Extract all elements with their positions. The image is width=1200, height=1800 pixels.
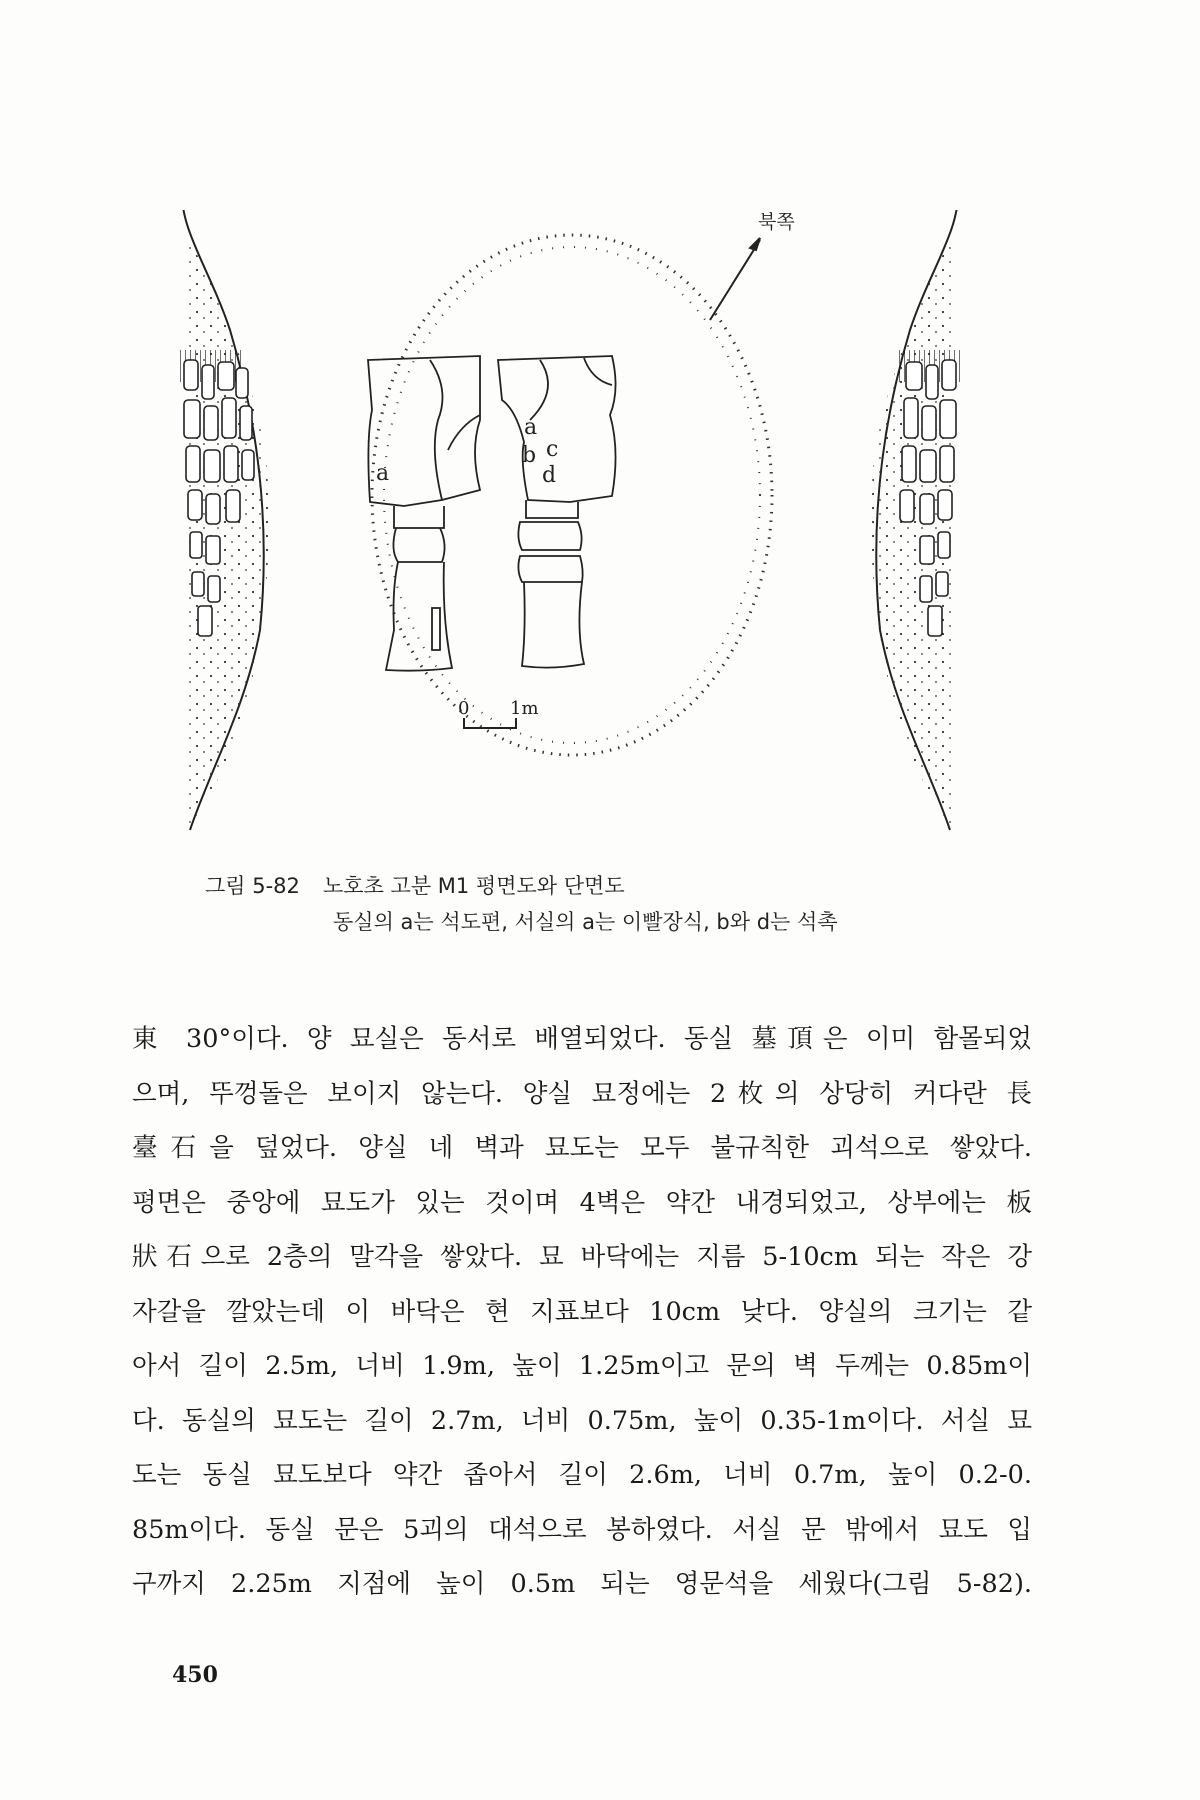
figure-caption bbox=[205, 868, 965, 940]
west-section-drawing bbox=[180, 210, 269, 830]
caption-number: 그림 5-82 bbox=[205, 874, 300, 898]
north-arrow-icon bbox=[710, 238, 760, 320]
west-chamber bbox=[368, 356, 480, 671]
scale-unit-label: 1m bbox=[510, 698, 539, 719]
scale-bar bbox=[464, 718, 516, 728]
body-line: 도는 동실 묘도보다 약간 좁아서 길이 2.6m, 너비 0.7m, 높이 0.2-0. bbox=[132, 1460, 1032, 1490]
body-line: 臺石을 덮었다. 양실 네 벽과 묘도는 모두 불규칙한 괴석으로 쌓았다. bbox=[132, 1133, 1032, 1163]
body-paragraph bbox=[132, 1012, 1032, 1612]
north-label: 북쪽 bbox=[758, 211, 795, 233]
east-section-drawing bbox=[871, 210, 960, 830]
east-chamber-label-a: a bbox=[376, 461, 390, 486]
body-line: 아서 길이 2.5m, 너비 1.9m, 높이 1.25m이고 문의 벽 두께는 0.85m이 bbox=[132, 1351, 1032, 1381]
caption-title: 노호초 고분 M1 평면도와 단면도 bbox=[323, 874, 625, 898]
body-line: 으며, 뚜껑돌은 보이지 않는다. 양실 묘정에는 2枚의 상당히 커다란 長 bbox=[132, 1078, 1032, 1109]
caption-note: 동실의 a는 석도편, 서실의 a는 이빨장식, b와 d는 석촉 bbox=[333, 910, 838, 934]
caption-line-1 bbox=[205, 868, 965, 904]
body-line: 구까지 2.25m 지점에 높이 0.5m 되는 영문석을 세웠다(그림 5-82). bbox=[132, 1569, 1032, 1599]
tomb-plan-figure bbox=[180, 210, 960, 850]
body-line: 다. 동실의 묘도는 길이 2.7m, 너비 0.75m, 높이 0.35-1m이다. 서실 묘 bbox=[132, 1405, 1032, 1436]
body-line: 85m이다. 동실 문은 5괴의 대석으로 봉하였다. 서실 문 밖에서 묘도 입 bbox=[132, 1514, 1032, 1545]
body-line: 狀石으로 2층의 말각을 쌓았다. 묘 바닥에는 지름 5-10cm 되는 작은 강 bbox=[132, 1242, 1032, 1272]
page-number: 450 bbox=[172, 1662, 218, 1688]
scale-zero-label: 0 bbox=[458, 698, 470, 719]
body-line: 자갈을 깔았는데 이 바닥은 현 지표보다 10cm 낮다. 양실의 크기는 같 bbox=[132, 1296, 1032, 1327]
body-line: 東 30°이다. 양 묘실은 동서로 배열되었다. 동실 墓頂은 이미 함몰되었 bbox=[132, 1024, 1032, 1054]
mound-outline bbox=[372, 235, 772, 755]
west-chamber-label-d: d bbox=[542, 463, 557, 488]
west-chamber-label-a: a bbox=[524, 415, 538, 440]
east-chamber bbox=[498, 356, 616, 668]
west-chamber-label-b: b bbox=[522, 443, 537, 468]
west-chamber-label-c: c bbox=[546, 437, 559, 462]
body-line: 평면은 중앙에 묘도가 있는 것이며 4벽은 약간 내경되었고, 상부에는 板 bbox=[132, 1187, 1032, 1218]
